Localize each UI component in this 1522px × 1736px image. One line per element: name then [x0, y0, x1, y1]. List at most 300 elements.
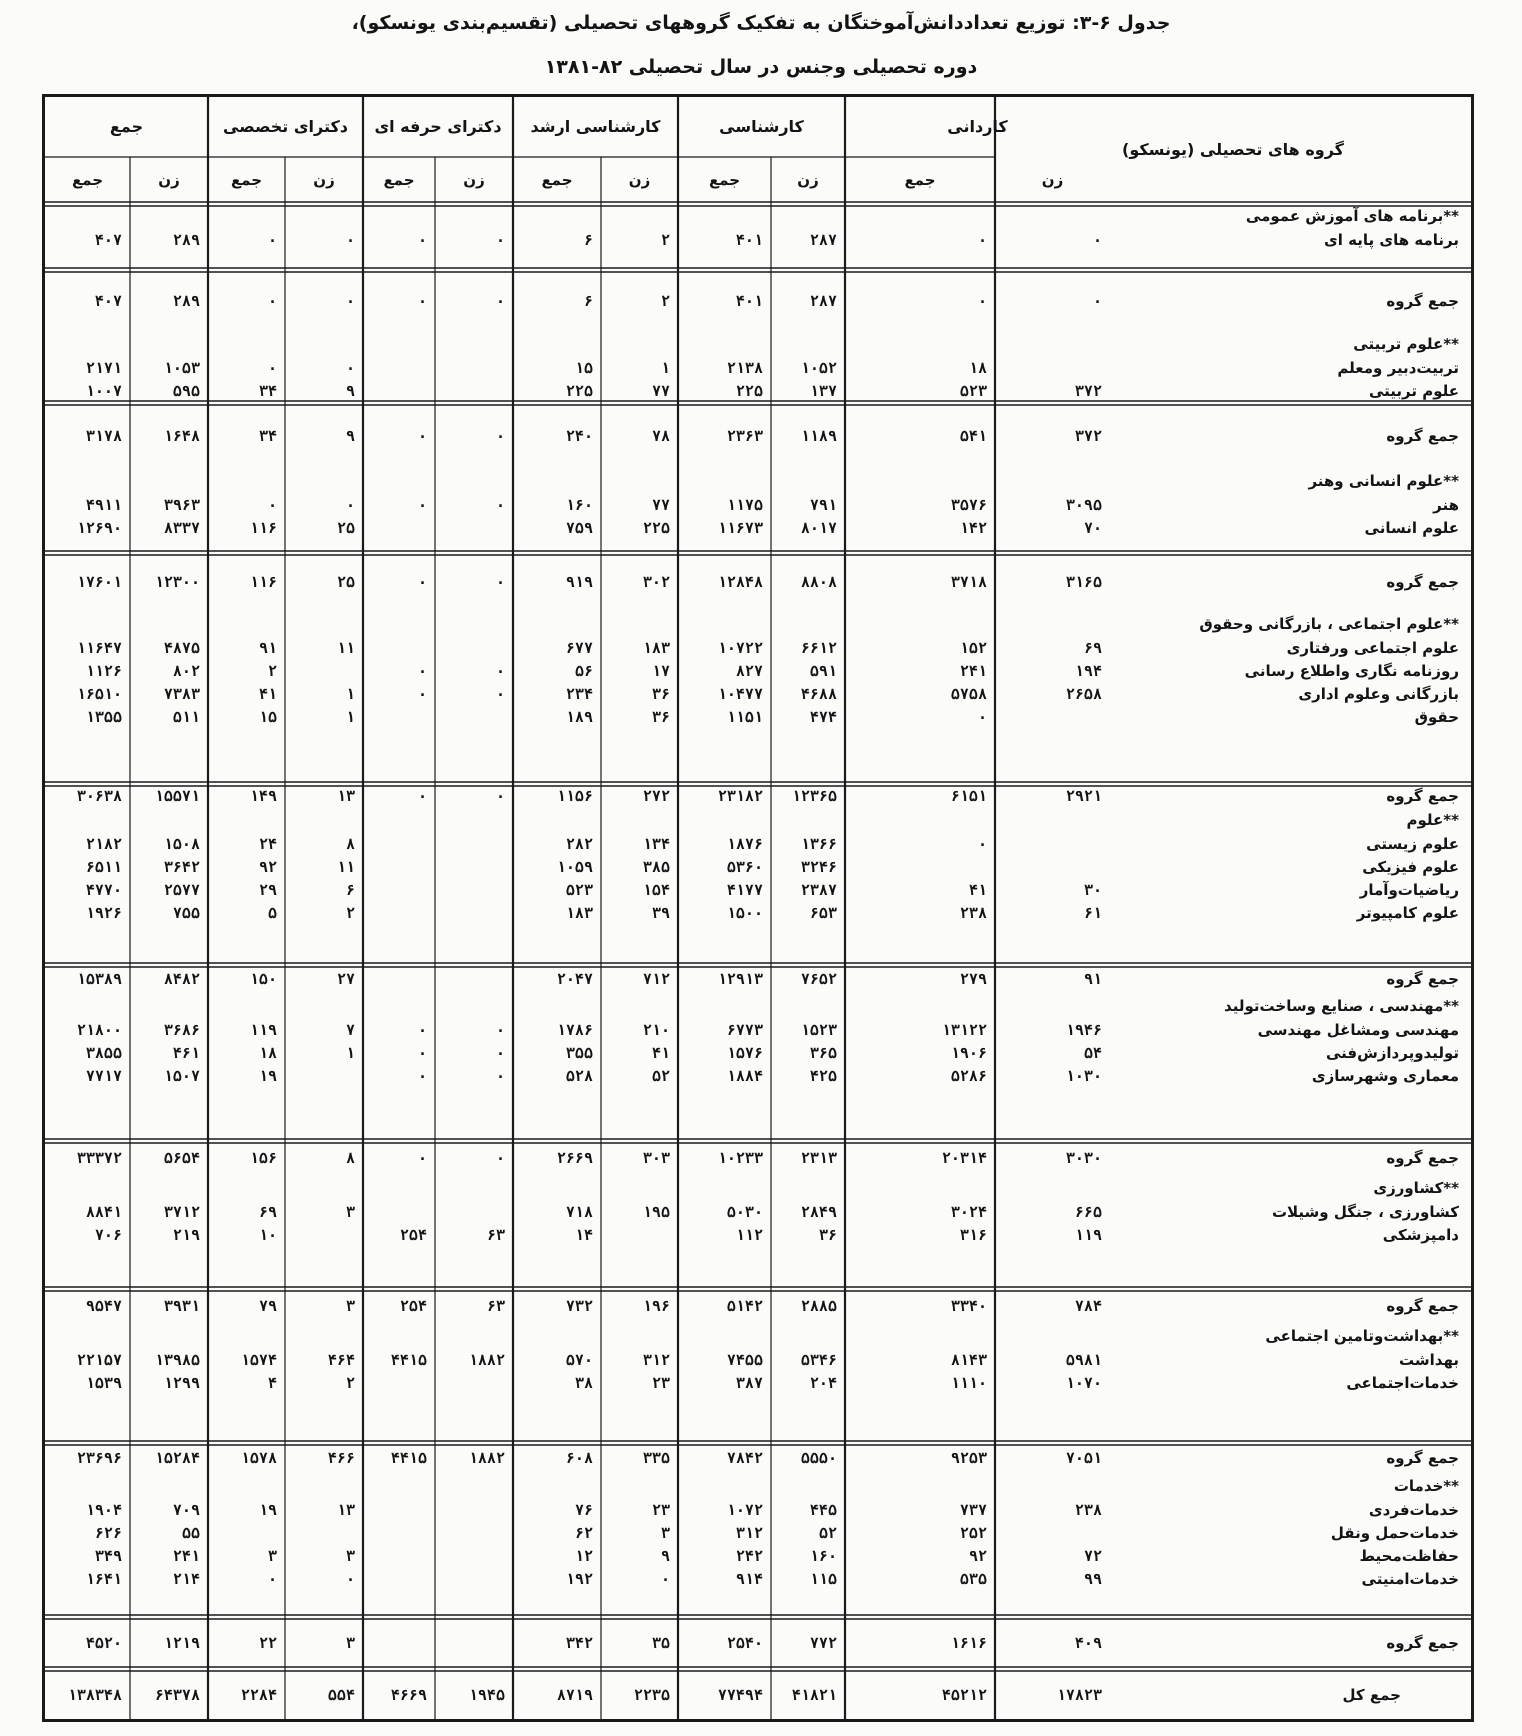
group-heading: **مهندسی ، صنایع وساخت‌تولید	[1224, 997, 1459, 1015]
table-cell: ۶۶۱۲	[800, 639, 837, 657]
table-cell: ۲۲۸۴	[240, 1686, 277, 1704]
table-title: جدول ۶-۳: توزیع تعداددانش‌آموختگان به تفکیک گروههای تحصیلی (تقسیم‌بندی یونسکو)،	[351, 12, 1171, 34]
table-cell: ۹۲	[258, 858, 277, 876]
table-cell: ۵۵	[181, 1524, 200, 1542]
table-cell: ۱۲۳۰۰	[154, 573, 200, 591]
table-cell: ۳۷۱۸	[950, 573, 987, 591]
table-cell: ۳	[267, 1547, 277, 1565]
table-cell: ۳۰۲۴	[950, 1203, 987, 1221]
table-subtitle: دوره تحصیلی وجنس در سال تحصیلی ۸۲-۱۳۸۱	[544, 56, 978, 78]
group-heading: **بهداشت‌وتامین اجتماعی	[1265, 1327, 1459, 1345]
table-cell: ۲۵۷۷	[163, 881, 200, 899]
table-cell: ۷۷۴۹۴	[717, 1686, 763, 1704]
table-cell: ۱۶۴۱	[85, 1570, 122, 1588]
table-cell: ۱۶۴۸	[163, 427, 200, 445]
table-cell: ۳۶۵	[809, 1044, 837, 1062]
table-cell: ۲۸۹	[172, 231, 200, 249]
table-cell: ۳۱۲	[642, 1351, 670, 1369]
table-cell: ۵۹۱	[809, 662, 837, 680]
level-header-1: کاردانی	[947, 117, 1008, 136]
table-cell: ۴۱۷۷	[726, 881, 763, 899]
table-cell: ۳۵	[651, 1634, 670, 1652]
table-cell: ۲۵	[336, 519, 355, 537]
table-cell: ۴۶۶	[327, 1449, 355, 1467]
table-cell: ۲۴۲	[735, 1547, 763, 1565]
table-cell	[435, 1372, 505, 1395]
table-cell: ۴۶۴	[327, 1351, 355, 1369]
table-cell	[363, 1201, 427, 1224]
table-cell: ۰	[417, 787, 427, 805]
table-cell: ۱۳۵۵	[85, 708, 122, 726]
table-cell: ۳۷۲	[1074, 382, 1102, 400]
table-cell: ۰	[417, 1067, 427, 1085]
table-cell: ۱۹۰۶	[950, 1044, 987, 1062]
table-cell: ۱۰۵۹	[556, 858, 593, 876]
row-label: علوم اجتماعی ورفتاری	[1286, 639, 1459, 657]
table-cell: ۰	[267, 1570, 277, 1588]
table-cell: ۷۴۵۵	[726, 1351, 763, 1369]
table-cell: ۴۵۲۰	[85, 1634, 122, 1652]
table-cell: ۰	[417, 496, 427, 514]
table-row	[45, 1019, 1471, 1042]
table-cell: ۱۰۲۳۳	[717, 1149, 763, 1167]
table-cell: ۱۸۹	[565, 708, 593, 726]
table-cell: ۲۲۱۵۷	[76, 1351, 122, 1369]
table-row	[45, 856, 1471, 879]
row-label: تولیدوپردازش‌فنی	[1325, 1044, 1459, 1062]
table-cell: ۲۱۴	[172, 1570, 200, 1588]
table-cell: ۱۹	[258, 1501, 277, 1519]
table-cell: ۵۲	[651, 1067, 670, 1085]
table-cell: ۱۱۵	[809, 1570, 837, 1588]
table-cell: ۷۶	[574, 1501, 593, 1519]
table-cell	[363, 517, 427, 540]
table-cell: ۳۹۳۱	[163, 1297, 200, 1315]
table-cell: ۵۲۳	[959, 382, 987, 400]
table-cell: ۵۲۳	[565, 881, 593, 899]
table-cell: ۳۴	[258, 382, 277, 400]
table-cell: ۲۲۵	[565, 382, 593, 400]
table-cell	[435, 637, 505, 660]
table-cell: ۶۷۷۳	[726, 1021, 763, 1039]
table-cell: ۰	[495, 1067, 505, 1085]
table-cell: ۱۱۶۷۳	[717, 519, 763, 537]
table-cell: ۵۳۵	[959, 1570, 987, 1588]
table-cell	[363, 380, 427, 403]
table-cell: ۰	[417, 1044, 427, 1062]
table-cell: ۰	[417, 1021, 427, 1039]
table-cell: ۴۰۷	[94, 231, 122, 249]
table-cell: ۲۴۰	[565, 427, 593, 445]
table-cell: ۱۶۰	[565, 496, 593, 514]
table-cell: ۷۶۵۲	[800, 970, 837, 988]
table-cell: ۴۱۸۲۱	[791, 1686, 837, 1704]
table-cell: ۱۰۴۷۷	[717, 685, 763, 703]
table-cell: ۱۸	[258, 1044, 277, 1062]
group-total-row	[45, 290, 1471, 313]
table-cell: ۴۱	[968, 881, 987, 899]
table-cell	[435, 1545, 505, 1568]
table-cell: ۴۸۷۵	[163, 639, 200, 657]
group-heading: **کشاورزی	[1373, 1179, 1459, 1197]
table-cell: ۴۴۱۵	[390, 1351, 427, 1369]
table-cell: ۹۵۴۷	[85, 1297, 122, 1315]
table-cell	[363, 1499, 427, 1522]
table-cell: ۱۰۰۷	[85, 382, 122, 400]
row-label: علوم انسانی	[1364, 519, 1459, 537]
table-cell: ۷۵۵	[172, 904, 200, 922]
table-cell: ۱۱۷۵	[726, 496, 763, 514]
table-cell	[435, 1632, 505, 1655]
table-cell: ۳۱۶۵	[1065, 573, 1102, 591]
table-cell	[435, 1522, 505, 1545]
table-cell: ۳	[660, 1524, 670, 1542]
table-cell: ۴۰۹	[1074, 1634, 1102, 1652]
table-cell: ۳۱۲	[735, 1524, 763, 1542]
table-row	[45, 1568, 1471, 1591]
table-cell: ۳۴۲	[565, 1634, 593, 1652]
table-cell	[363, 879, 427, 902]
table-cell	[363, 1545, 427, 1568]
subheader-female: زن	[628, 170, 651, 189]
group-total-row	[45, 1447, 1471, 1470]
table-row	[45, 1499, 1471, 1522]
table-cell: ۳۸	[574, 1374, 593, 1392]
table-cell: ۵۶	[574, 662, 593, 680]
table-cell: ۸	[345, 1149, 355, 1167]
row-label: علوم تربیتی	[1368, 382, 1459, 400]
table-cell: ۲۳۸	[959, 904, 987, 922]
table-cell: ۱۳۱۲۲	[941, 1021, 987, 1039]
table-cell: ۳۱۶	[959, 1226, 987, 1244]
level-header-2: کارشناسی	[719, 117, 804, 136]
table-cell: ۸۲۷	[735, 662, 763, 680]
table-cell: ۹	[660, 1547, 670, 1565]
table-cell: ۲۳۶۳	[726, 427, 763, 445]
table-cell: ۳۸۵۵	[85, 1044, 122, 1062]
row-label: مهندسی ومشاغل مهندسی	[1257, 1021, 1459, 1039]
table-cell: ۷۷	[651, 382, 670, 400]
row-label: علوم فیزیکی	[1362, 858, 1459, 876]
table-cell: ۰	[417, 685, 427, 703]
table-cell: ۳	[345, 1547, 355, 1565]
table-row	[45, 1545, 1471, 1568]
table-cell: ۱۵۴	[642, 881, 670, 899]
group-heading: **علوم	[1406, 811, 1459, 829]
table-cell: ۴۰۱	[735, 292, 763, 310]
table-cell: ۱	[345, 708, 355, 726]
table-cell: ۶۷۷	[565, 639, 593, 657]
group-total-label: جمع گروه	[1386, 427, 1459, 445]
table-cell: ۵۷۵۸	[950, 685, 987, 703]
table-cell: ۱۲۸۴۸	[717, 573, 763, 591]
table-cell: ۲	[267, 662, 277, 680]
table-row	[45, 833, 1471, 856]
table-cell: ۳۹۶۳	[163, 496, 200, 514]
table-cell	[285, 1224, 355, 1247]
table-cell: ۴۰۷	[94, 292, 122, 310]
table-cell: ۲۷	[336, 970, 355, 988]
table-cell: ۲۳	[651, 1374, 670, 1392]
subheader-total: جمع	[904, 170, 936, 189]
table-cell: ۶۰۸	[565, 1449, 593, 1467]
table-cell: ۰	[417, 573, 427, 591]
table-cell: ۰	[495, 1149, 505, 1167]
row-label: حفاظت‌محیط	[1359, 1547, 1459, 1565]
table-cell	[435, 380, 505, 403]
level-header-3: کارشناسی ارشد	[530, 117, 661, 136]
table-cell: ۲۸۲	[565, 835, 593, 853]
subheader-total: جمع	[383, 170, 415, 189]
table-cell: ۰	[345, 292, 355, 310]
table-cell: ۱۵۰۷	[163, 1067, 200, 1085]
table-cell: ۲۲۵	[735, 382, 763, 400]
table-row	[45, 1042, 1471, 1065]
subheader-female: زن	[158, 170, 180, 189]
table-row	[45, 1065, 1471, 1088]
subheader-female: زن	[313, 170, 335, 189]
table-cell: ۸۳۳۷	[163, 519, 200, 537]
table-cell: ۱۴۲	[959, 519, 987, 537]
table-cell: ۳	[345, 1203, 355, 1221]
table-cell: ۱۵۲۸۴	[154, 1449, 200, 1467]
table-cell: ۶	[583, 292, 593, 310]
row-label: هنر	[1433, 496, 1459, 514]
table-cell: ۳۹	[651, 904, 670, 922]
table-cell: ۹۱	[258, 639, 277, 657]
table-cell: ۲۲۵	[642, 519, 670, 537]
table-cell: ۵۳۴۶	[800, 1351, 837, 1369]
table-cell: ۷۲	[1083, 1547, 1102, 1565]
table-cell: ۱۳۴	[642, 835, 670, 853]
table-cell	[208, 1522, 277, 1545]
group-column-header: گروه های تحصیلی (یونسکو)	[1122, 139, 1344, 159]
table-row	[45, 1522, 1471, 1545]
table-cell: ۵۲۸۶	[950, 1067, 987, 1085]
table-cell: ۷۹۱	[809, 496, 837, 514]
table-cell: ۱۵۵۷۱	[154, 787, 200, 805]
table-cell: ۳۶۴۲	[163, 858, 200, 876]
table-cell: ۱۱	[336, 639, 355, 657]
table-cell	[363, 968, 427, 991]
table-cell: ۳	[345, 1634, 355, 1652]
table-cell: ۱۰۵۳	[163, 359, 200, 377]
table-cell: ۸۷۱۹	[556, 1686, 593, 1704]
table-cell: ۸۰۲	[172, 662, 200, 680]
table-cell: ۷۷۲	[809, 1634, 837, 1652]
group-total-label: جمع گروه	[1386, 1449, 1459, 1467]
table-cell: ۳۰	[1083, 881, 1102, 899]
table-cell: ۱۶۰	[809, 1547, 837, 1565]
row-label: خدمات‌اجتماعی	[1346, 1374, 1459, 1392]
table-cell: ۱۵۳۸۹	[76, 970, 122, 988]
table-cell: ۸	[345, 835, 355, 853]
row-label: علوم زیستی	[1366, 835, 1459, 853]
table-cell: ۳۰۶۳۸	[76, 787, 122, 805]
table-cell: ۶۹	[1083, 639, 1102, 657]
table-cell: ۳۲۴۶	[800, 858, 837, 876]
table-cell: ۲۸۹	[172, 292, 200, 310]
table-cell: ۱۹	[258, 1067, 277, 1085]
table-cell: ۱۳۷	[809, 382, 837, 400]
table-row	[45, 517, 1471, 540]
table-cell: ۱۱۹	[249, 1021, 277, 1039]
table-cell: ۹	[345, 382, 355, 400]
table-cell: ۰	[417, 1149, 427, 1167]
group-total-label: جمع گروه	[1386, 1149, 1459, 1167]
table-cell: ۶۵۱۱	[85, 858, 122, 876]
table-cell: ۱۰۷۲۲	[717, 639, 763, 657]
group-total-row	[45, 785, 1471, 808]
table-cell: ۸۱۴۳	[950, 1351, 987, 1369]
group-total-row	[45, 1295, 1471, 1318]
table-cell: ۲۱۷۱	[85, 359, 122, 377]
table-cell	[435, 1568, 505, 1591]
level-header-4: دکترای حرفه ای	[374, 117, 502, 136]
table-cell: ۲۰۴۷	[556, 970, 593, 988]
table-cell: ۱۱۵۱	[726, 708, 763, 726]
table-cell: ۴۵۲۱۲	[941, 1686, 987, 1704]
table-cell	[363, 637, 427, 660]
table-cell: ۹۹	[1083, 1570, 1102, 1588]
table-cell: ۸۴۸۲	[163, 970, 200, 988]
row-label: بهداشت	[1399, 1351, 1459, 1369]
table-cell: ۱۵۷۴	[240, 1351, 277, 1369]
table-row	[45, 637, 1471, 660]
table-cell: ۶۹	[258, 1203, 277, 1221]
table-cell: ۰	[345, 359, 355, 377]
table-cell: ۲۸۸۵	[800, 1297, 837, 1315]
table-cell: ۱۶۱۶	[950, 1634, 987, 1652]
table-cell: ۳۰۳	[642, 1149, 670, 1167]
table-cell: ۱۱۲۶	[85, 662, 122, 680]
table-cell: ۳۶	[818, 1226, 837, 1244]
table-cell: ۲۴۱	[959, 662, 987, 680]
table-cell: ۰	[495, 573, 505, 591]
table-cell: ۰	[495, 1044, 505, 1062]
table-cell: ۱۸۳	[565, 904, 593, 922]
row-label: ریاضیات‌وآمار	[1359, 881, 1459, 899]
table-cell: ۲۳۴	[565, 685, 593, 703]
table-cell: ۷۸۴۲	[726, 1449, 763, 1467]
table-cell: ۰	[417, 231, 427, 249]
table-cell: ۲۳۸۷	[800, 881, 837, 899]
table-cell: ۱۳۶۶	[800, 835, 837, 853]
table-cell: ۱۰۳۰	[1065, 1067, 1102, 1085]
row-label: تربیت‌دبیر ومعلم	[1337, 359, 1459, 377]
table-cell	[435, 357, 505, 380]
table-cell: ۲۳	[651, 1501, 670, 1519]
table-cell: ۶۵۳	[809, 904, 837, 922]
group-total-row	[45, 425, 1471, 448]
table-cell: ۲۱۹	[172, 1226, 200, 1244]
table-cell: ۲۹۲۱	[1065, 787, 1102, 805]
table-cell: ۵۱۱	[172, 708, 200, 726]
table-cell: ۷۰۶	[94, 1226, 122, 1244]
table-cell: ۶۳	[486, 1297, 505, 1315]
table-cell: ۲	[660, 231, 670, 249]
table-cell: ۰	[267, 496, 277, 514]
row-label: بازرگانی وعلوم اداری	[1298, 685, 1459, 703]
table-cell: ۰	[977, 708, 987, 726]
group-total-row	[45, 571, 1471, 594]
table-cell: ۹۱۴	[735, 1570, 763, 1588]
table-cell: ۵۵۴	[327, 1686, 355, 1704]
grand-total-label: جمع کل	[1342, 1686, 1401, 1704]
row-label: خدمات‌امنیتی	[1361, 1570, 1459, 1588]
table-cell: ۳۶۸۶	[163, 1021, 200, 1039]
table-cell: ۷۱۲	[642, 970, 670, 988]
subheader-female: زن	[1041, 170, 1064, 189]
table-cell: ۱۲۱۹	[163, 1634, 200, 1652]
table-cell: ۲۳۶۹۶	[76, 1449, 122, 1467]
table-cell: ۱۵۷۸	[240, 1449, 277, 1467]
table-cell: ۲۱۸۰۰	[76, 1021, 122, 1039]
table-cell: ۱۹۴	[1074, 662, 1102, 680]
table-row	[45, 1372, 1471, 1395]
subheader-total: جمع	[541, 170, 573, 189]
grand-total-row	[45, 1684, 1471, 1707]
group-heading: **علوم انسانی وهنر	[1308, 472, 1459, 490]
group-total-label: جمع گروه	[1386, 573, 1459, 591]
table-cell	[363, 1632, 427, 1655]
group-total-label: جمع گروه	[1386, 970, 1459, 988]
table-cell: ۲۵۴۰	[726, 1634, 763, 1652]
table-cell: ۱۸۸۲	[468, 1351, 505, 1369]
table-cell: ۴۱	[258, 685, 277, 703]
table-cell: ۴۱	[651, 1044, 670, 1062]
table-cell: ۳۶	[651, 685, 670, 703]
row-label: روزنامه نگاری واطلاع رسانی	[1244, 662, 1459, 680]
table-row	[45, 660, 1471, 683]
table-cell: ۴۶۸۸	[800, 685, 837, 703]
table-cell: ۱۲۳۶۵	[791, 787, 837, 805]
data-table	[42, 94, 1474, 1722]
table-cell	[435, 968, 505, 991]
table-cell: ۱۴	[574, 1226, 593, 1244]
table-cell: ۰	[495, 685, 505, 703]
table-cell: ۲۴۱	[172, 1547, 200, 1565]
row-label: دامپزشکی	[1382, 1226, 1459, 1244]
table-cell: ۳۵۷۶	[950, 496, 987, 514]
table-cell: ۱	[660, 359, 670, 377]
table-cell: ۵۲	[818, 1524, 837, 1542]
table-cell: ۰	[267, 292, 277, 310]
table-cell: ۵۱۴۲	[726, 1297, 763, 1315]
table-cell: ۲	[345, 1374, 355, 1392]
table-cell: ۱۸۸۴	[726, 1067, 763, 1085]
table-cell: ۱۲۹۱۳	[717, 970, 763, 988]
table-cell: ۱۱۶۴۷	[76, 639, 122, 657]
table-row	[45, 879, 1471, 902]
table-cell: ۷۵۹	[565, 519, 593, 537]
table-cell: ۱	[345, 1044, 355, 1062]
row-label: خدمات‌حمل ونقل	[1330, 1524, 1459, 1542]
table-cell: ۴۲۵	[809, 1067, 837, 1085]
table-cell: ۰	[345, 496, 355, 514]
table-cell: ۷۷	[651, 496, 670, 514]
group-heading: **خدمات	[1393, 1477, 1459, 1495]
table-cell: ۱۲۶۹۰	[76, 519, 122, 537]
group-total-label: جمع گروه	[1386, 292, 1459, 310]
table-cell: ۲۰۳۱۴	[941, 1149, 987, 1167]
group-total-row	[45, 1632, 1471, 1655]
table-cell: ۳۰۹۵	[1065, 496, 1102, 514]
table-cell: ۰	[495, 427, 505, 445]
table-cell: ۲۵۴	[399, 1297, 427, 1315]
table-cell	[435, 1499, 505, 1522]
subheader-female: زن	[797, 170, 819, 189]
